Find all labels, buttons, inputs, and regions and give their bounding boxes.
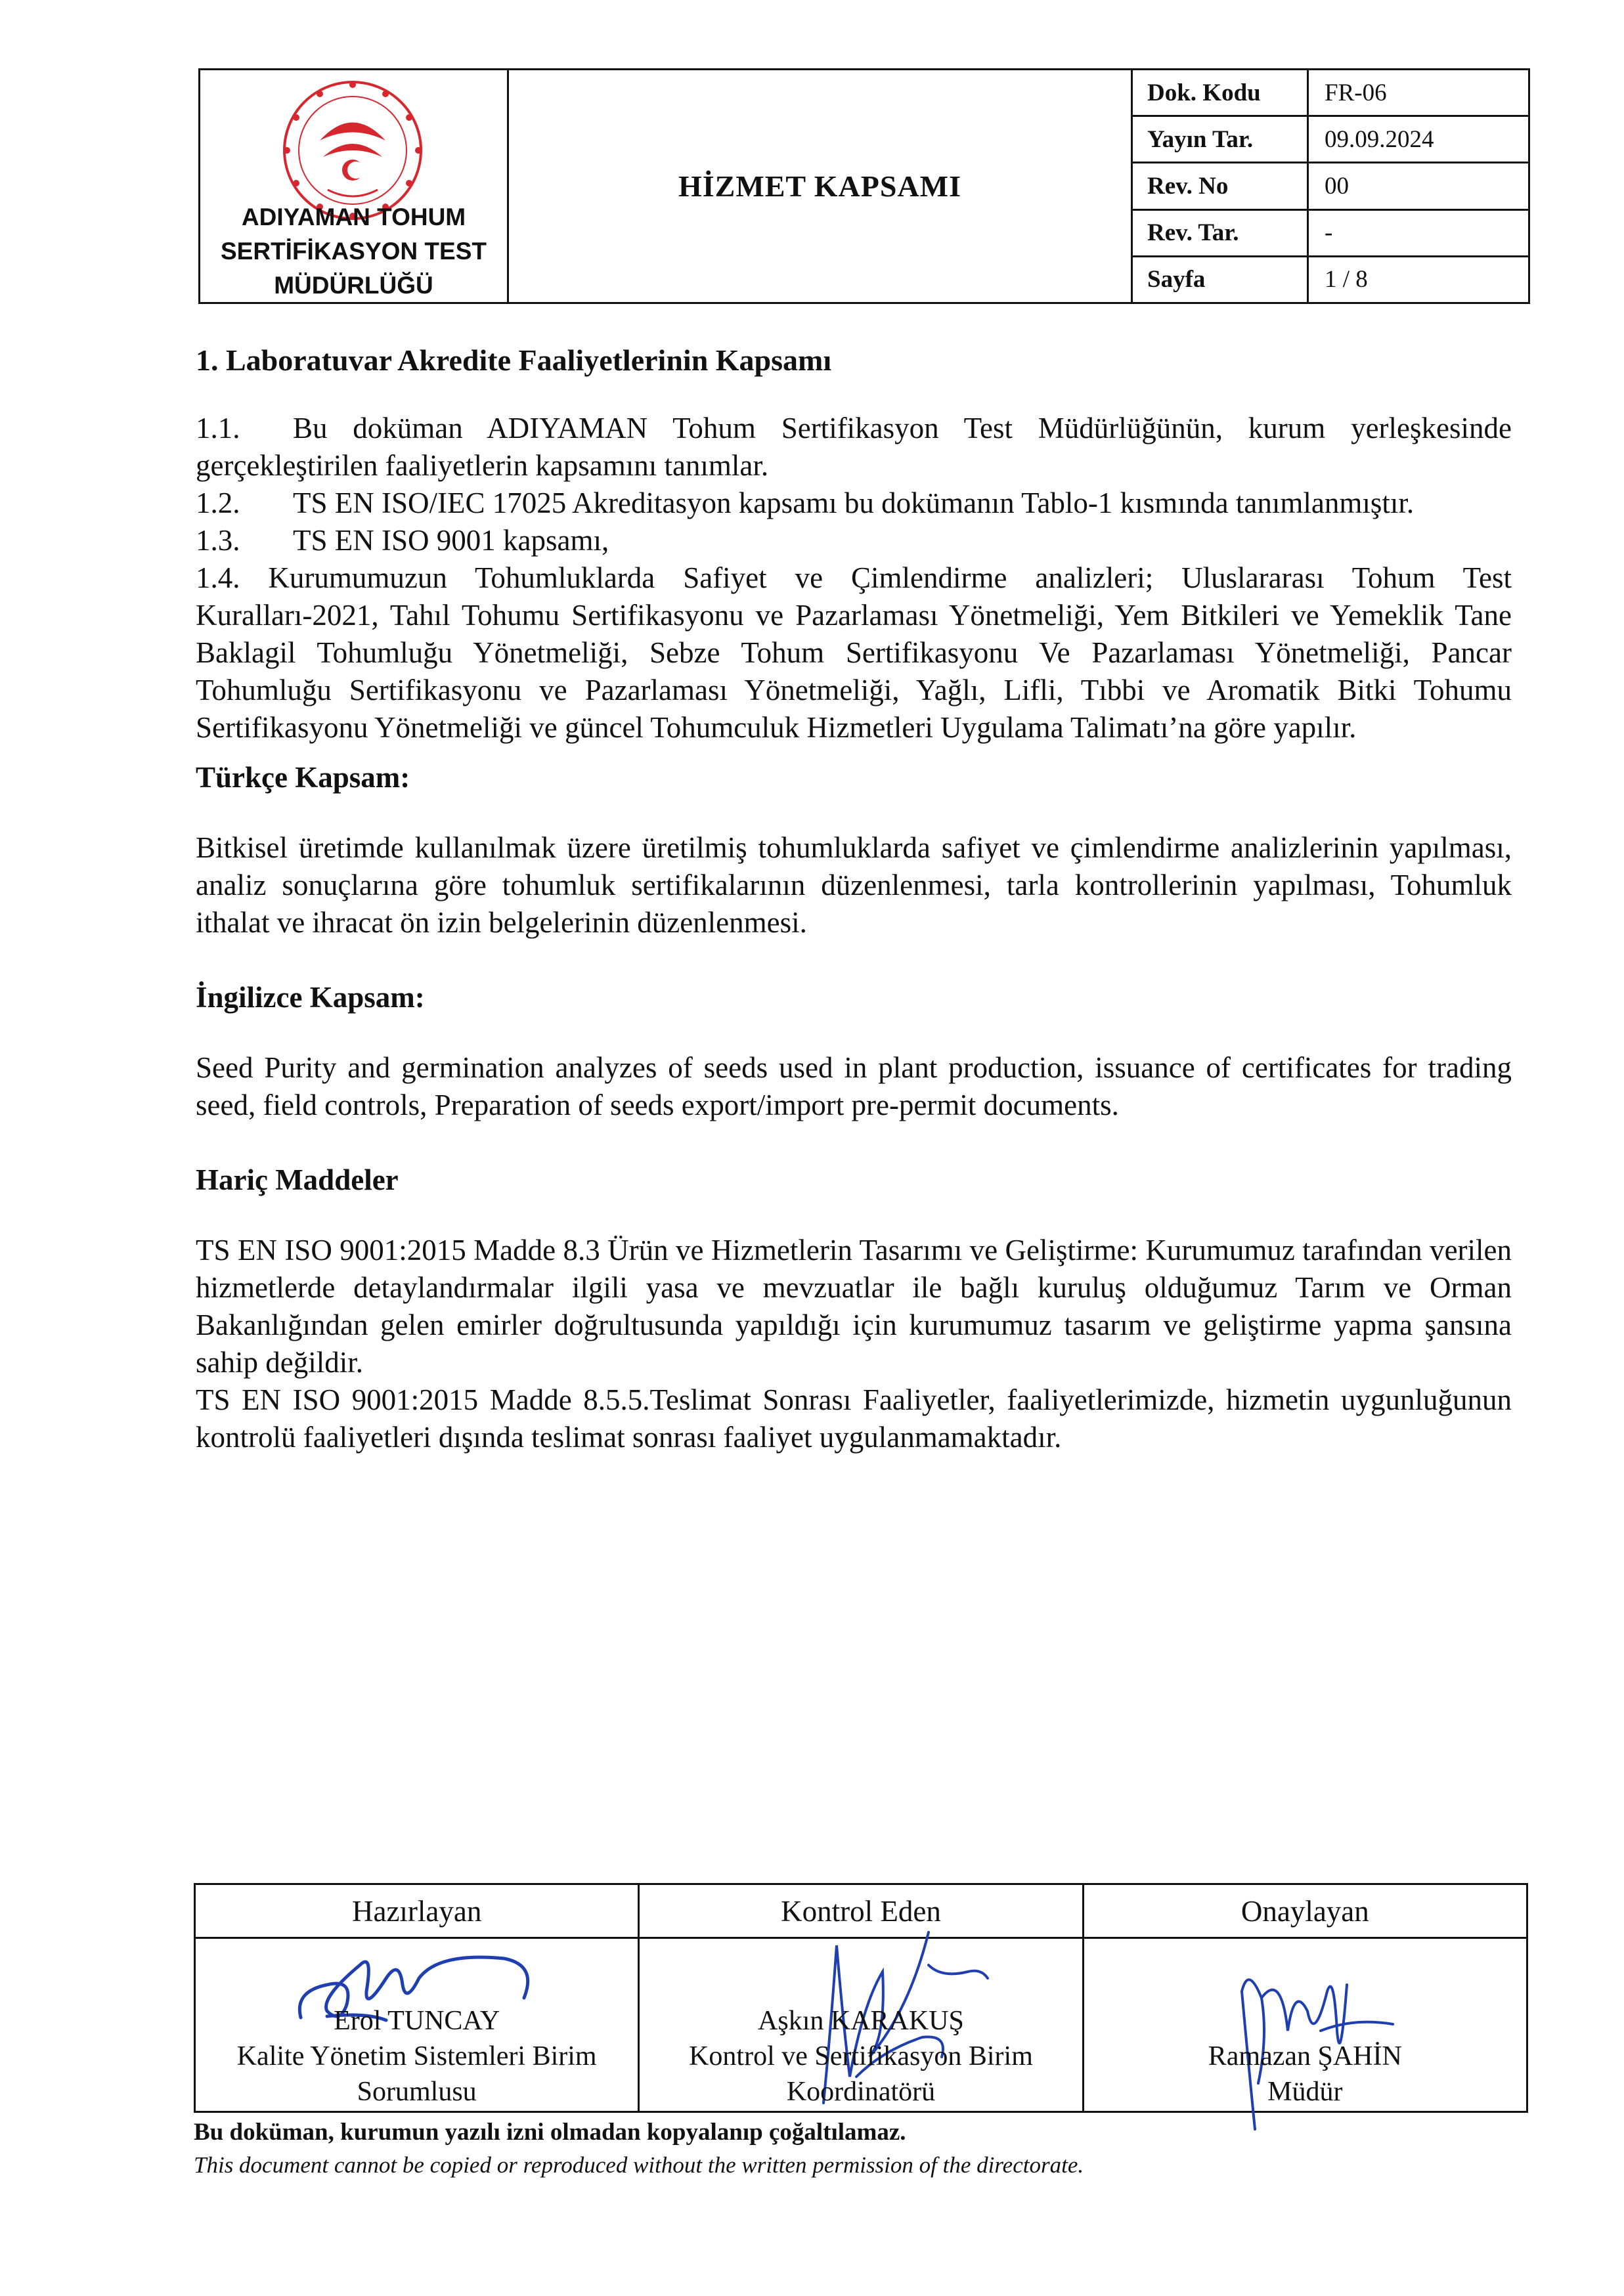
english-scope-text: Seed Purity and germination analyzes of seeds used in plant production, issuance of certificates for trading seed, field controls, Preparation of seeds export/import pre-permit documents. xyxy=(196,1051,1512,1121)
signer-name: Erol TUNCAY xyxy=(334,2006,500,2036)
org-line: SERTİFİKASYON TEST xyxy=(221,238,487,265)
copy-notice-en: This document cannot be copied or reproduced without the written permission of the directorate. xyxy=(194,2152,1084,2178)
signature-prepared-by xyxy=(196,1885,640,2111)
meta-value: - xyxy=(1325,219,1333,247)
meta-value: 00 xyxy=(1325,173,1349,200)
signature-text xyxy=(196,2003,638,2110)
document-meta-table xyxy=(1133,70,1528,302)
paragraph-1-2 xyxy=(196,485,1512,522)
signature-body xyxy=(1084,1939,1526,2111)
meta-value: FR-06 xyxy=(1325,79,1387,106)
item-text: Kurumumuzun Tohumluklarda Safiyet ve Çimlendirme analizleri; Uluslararası Tohum Test Kuralları-2021, Tahıl Tohumu Sertifikasyonu ve Pazarlaması Yönetmeliği, Yem Bitkileri ve Yemeklik Tane Baklagil Tohumluğu Yönetmeliği, Sebze Tohum Sertifikasyonu Ve Pazarlaması Yönetmeliği, Pancar Tohumluğu Sertifikasyonu ve Pazarlaması Yönetmeliği, Yağlı, Lifli, Tıbbi ve Aromatik Bitki Tohumu Sertifikasyonu Yönetmeliği ve güncel Tohumculuk Hizmetleri Uygulama Talimatı’na göre yapılır. xyxy=(196,561,1512,744)
signer-title: Kalite Yönetim Sistemleri Birim xyxy=(236,2041,597,2071)
meta-value: 09.09.2024 xyxy=(1325,125,1434,153)
meta-row-publish-date xyxy=(1133,117,1528,163)
signature-table xyxy=(194,1883,1528,2113)
meta-row-rev-no xyxy=(1133,163,1528,210)
section-title: 1. Laboratuvar Akredite Faaliyetlerinin Kapsamı xyxy=(196,343,832,377)
paragraph-1-4 xyxy=(196,559,1512,747)
document-title: HİZMET KAPSAMI xyxy=(509,70,1133,302)
org-line: MÜDÜRLÜĞÜ xyxy=(274,272,433,299)
meta-key: Rev. Tar. xyxy=(1133,211,1309,255)
exclusions-paragraph-1: TS EN ISO 9001:2015 Madde 8.3 Ürün ve Hizmetlerin Tasarımı ve Geliştirme: Kurumumuz tarafından verilen hizmetlerde detaylandırmalar ilgili yasa ve mevzuatlar ile bağlı kuruluş olduğumuz Tarım ve Orman Bakanlığından gelen emirler doğrultusunda yapıldığı için kurumumuz tasarım ve geliştirme yapma şansına sahip değildir. xyxy=(196,1234,1512,1379)
signature-role: Kontrol Eden xyxy=(640,1885,1082,1939)
signer-title: Koordinatörü xyxy=(786,2077,936,2107)
meta-key: Sayfa xyxy=(1133,257,1309,302)
copy-notice-tr: Bu doküman, kurumun yazılı izni olmadan kopyalanıp çoğaltılamaz. xyxy=(194,2119,906,2146)
meta-row-page xyxy=(1133,257,1528,302)
handwritten-signature xyxy=(1209,1932,1406,2142)
item-number: 1.4. xyxy=(196,561,240,594)
turkish-scope-text: Bitkisel üretimde kullanılmak üzere üretilmiş tohumluklarda safiyet ve çimlendirme analizlerinin yapılması, analiz sonuçlarına göre tohumluk sertifikalarının düzenlenmesi, tarla kontrollerinin yapılması, Tohumluk ithalat ve ihracat ön izin belgelerinin düzenlenmesi. xyxy=(196,831,1512,939)
signer-title: Müdür xyxy=(1267,2077,1343,2107)
signature-approved-by xyxy=(1084,1885,1526,2111)
signature-role: Hazırlayan xyxy=(196,1885,638,1939)
item-text: Bu doküman ADIYAMAN Tohum Sertifikasyon Test Müdürlüğünün, kurum yerleşkesinde gerçekleştirilen faaliyetlerin kapsamını tanımlar. xyxy=(196,412,1512,482)
signature-text xyxy=(640,2003,1082,2110)
paragraph-1-1 xyxy=(196,410,1512,485)
signature-role: Onaylayan xyxy=(1084,1885,1526,1939)
turkish-scope-title: Türkçe Kapsam: xyxy=(196,761,410,794)
item-number: 1.2. xyxy=(196,487,240,519)
exclusions-paragraph-2: TS EN ISO 9001:2015 Madde 8.5.5.Teslimat Sonrası Faaliyetler, faaliyetlerimizde, hizmetin uygunluğunun kontrolü faaliyetleri dışında teslimat sonrası faaliyet uygulanmamaktadır. xyxy=(196,1383,1512,1454)
paragraph-1-3 xyxy=(196,522,1512,559)
meta-key: Dok. Kodu xyxy=(1133,70,1309,115)
item-number: 1.1. xyxy=(196,412,240,444)
english-scope-title: İngilizce Kapsam: xyxy=(196,981,425,1014)
meta-key: Rev. No xyxy=(1133,163,1309,208)
signer-title: Sorumlusu xyxy=(357,2077,477,2107)
signature-body xyxy=(196,1939,638,2111)
signer-title: Kontrol ve Sertifikasyon Birim xyxy=(689,2041,1033,2071)
document-body xyxy=(196,341,1512,1456)
item-text: TS EN ISO 9001 kapsamı, xyxy=(293,524,609,557)
meta-key: Yayın Tar. xyxy=(1133,117,1309,162)
org-line: ADIYAMAN TOHUM xyxy=(241,204,466,230)
exclusions-title: Hariç Maddeler xyxy=(196,1163,399,1196)
item-number: 1.3. xyxy=(196,524,240,557)
signature-body xyxy=(640,1939,1082,2111)
signer-name: Ramazan ŞAHİN xyxy=(1208,2041,1402,2071)
item-text: TS EN ISO/IEC 17025 Akreditasyon kapsamı bu dokümanın Tablo-1 kısmında tanımlanmıştır. xyxy=(293,487,1415,519)
signer-name: Aşkın KARAKUŞ xyxy=(758,2006,964,2036)
signature-controlled-by xyxy=(640,1885,1084,2111)
signature-text xyxy=(1084,2039,1526,2110)
meta-value: 1 / 8 xyxy=(1325,266,1368,293)
meta-row-rev-date xyxy=(1133,211,1528,257)
logo-cell xyxy=(200,70,509,302)
meta-row-doc-code xyxy=(1133,70,1528,117)
organization-name xyxy=(200,200,507,303)
document-header xyxy=(198,68,1530,304)
